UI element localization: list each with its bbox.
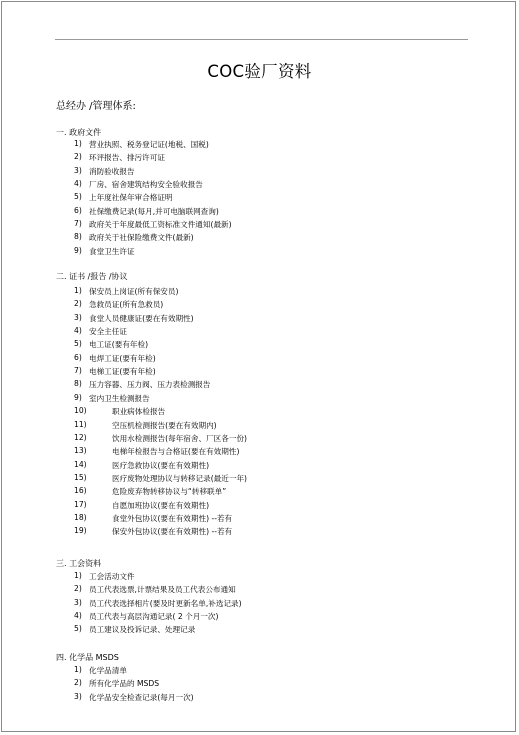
list-item-number: 6) <box>74 205 82 215</box>
list-item: 政府关于社保险缴费文件(最新) <box>89 233 194 243</box>
list-item-number: 9) <box>74 392 82 402</box>
list-item-number: 18) <box>74 512 87 522</box>
list-item-number: 11) <box>74 419 87 429</box>
list-item: 政府关于年度最低工资标准文件通知(最新) <box>89 220 232 230</box>
list-item: 保安外包协议(要在有效期性) --若有 <box>112 527 233 537</box>
list-item: 员工代表选择相片(要及时更新名单,补选记录) <box>89 598 242 608</box>
list-item-number: 2) <box>74 584 82 594</box>
list-item: 员工代表与高层沟通记录( 2 个月一次) <box>89 612 219 622</box>
list-item: 食堂卫生许证 <box>89 246 135 256</box>
list-item-number: 2) <box>74 678 82 688</box>
list-item: 危险废弃物转移协议与“转移联单” <box>112 487 227 497</box>
list-item: 食堂人员健康证(要在有效期性) <box>89 313 194 323</box>
list-item: 营业执照、税务登记证(地税、国税) <box>89 140 209 149</box>
list-item-number: 4) <box>74 326 82 336</box>
list-item: 环评报告、排污许可证 <box>89 153 165 163</box>
list-item: 保安员上岗证(所有保安员) <box>89 287 179 296</box>
list-item-number: 3) <box>74 691 82 701</box>
list-item-number: 2) <box>74 152 82 162</box>
list-item: 员工建议及投诉记录、处理记录 <box>89 625 196 635</box>
page-subtitle: 总经办 /管理体系: <box>56 101 136 112</box>
list-item: 厂房、宿舍建筑结构安全验收报告 <box>89 180 203 190</box>
list-item-number: 9) <box>74 245 82 255</box>
list-item-number: 6) <box>74 352 82 362</box>
list-item-number: 13) <box>74 446 87 456</box>
list-item: 化学品清单 <box>89 666 127 675</box>
list-item-number: 2) <box>74 299 82 309</box>
list-item: 消防验收报告 <box>89 166 135 176</box>
list-item: 电焊工证(要有年检) <box>89 353 156 363</box>
list-item-number: 1) <box>74 139 82 148</box>
list-item-number: 8) <box>74 232 82 242</box>
list-item: 食堂外包协议(要在有效期性) --若有 <box>112 513 233 523</box>
list-item-number: 4) <box>74 611 82 621</box>
list-item-number: 19) <box>74 526 87 536</box>
section-heading: 三. 工会资料 <box>56 559 102 568</box>
list-item-number: 10) <box>74 406 87 416</box>
list-item: 电梯年检报告与合格证(要在有效期性) <box>112 447 240 457</box>
list-item: 员工代表选票,计票结果及员工代表公布通知 <box>89 585 236 595</box>
list-item-number: 5) <box>74 339 82 349</box>
list-item: 室内卫生检测报告 <box>89 393 150 403</box>
list-item-number: 16) <box>74 486 87 496</box>
section-heading: 四. 化学品 MSDS <box>56 653 119 662</box>
list-item-number: 1) <box>74 286 82 295</box>
list-item: 职业病体检报告 <box>112 407 166 417</box>
list-item-number: 14) <box>74 459 87 469</box>
list-item: 所有化学品的 MSDS <box>89 679 160 689</box>
list-item-number: 3) <box>74 312 82 322</box>
list-item-number: 1) <box>74 665 82 674</box>
list-item: 安全主任证 <box>89 327 127 337</box>
list-item-number: 17) <box>74 499 87 509</box>
list-item: 电梯工证(要有年检) <box>89 367 156 377</box>
section-heading: 一. 政府文件 <box>56 128 102 137</box>
list-item-number: 4) <box>74 179 82 189</box>
list-item-number: 3) <box>74 165 82 175</box>
list-item: 自愿加班协议(要在有效期性) <box>112 500 210 510</box>
list-item-number: 3) <box>74 597 82 607</box>
list-item-number: 8) <box>74 379 82 389</box>
list-item: 工会活动文件 <box>89 572 135 581</box>
list-item-number: 7) <box>74 366 82 376</box>
list-item: 空压机检测报告(要在有效期内) <box>112 420 217 430</box>
section-heading: 二. 证书 /报告 /协议 <box>56 272 128 281</box>
list-item: 电工证(要有年检) <box>89 340 149 350</box>
list-item-number: 1) <box>74 571 82 580</box>
list-item-number: 15) <box>74 472 87 482</box>
page-title: COC验厂资料 <box>207 62 312 81</box>
list-item-number: 5) <box>74 624 82 634</box>
list-item: 压力容器、压力阀、压力表检测报告 <box>89 380 211 390</box>
list-item: 化学品安全检查记录(每月一次) <box>89 692 194 702</box>
list-item-number: 7) <box>74 219 82 229</box>
list-item-number: 12) <box>74 432 87 442</box>
list-item-number: 5) <box>74 192 82 202</box>
list-item: 饮用水检测报告(每年宿舍、厂区各一份) <box>112 433 248 443</box>
list-item: 上年度社保年审合格证明 <box>89 193 173 203</box>
list-item: 急救员证(所有急救员) <box>89 300 164 310</box>
list-item: 社保缴费记录(每月,并可电脑联网查询) <box>89 206 219 216</box>
list-item: 医疗急救协议(要在有效期性) <box>112 460 210 470</box>
list-item: 医疗废物处理协议与转移记录(最近一年) <box>112 473 248 483</box>
